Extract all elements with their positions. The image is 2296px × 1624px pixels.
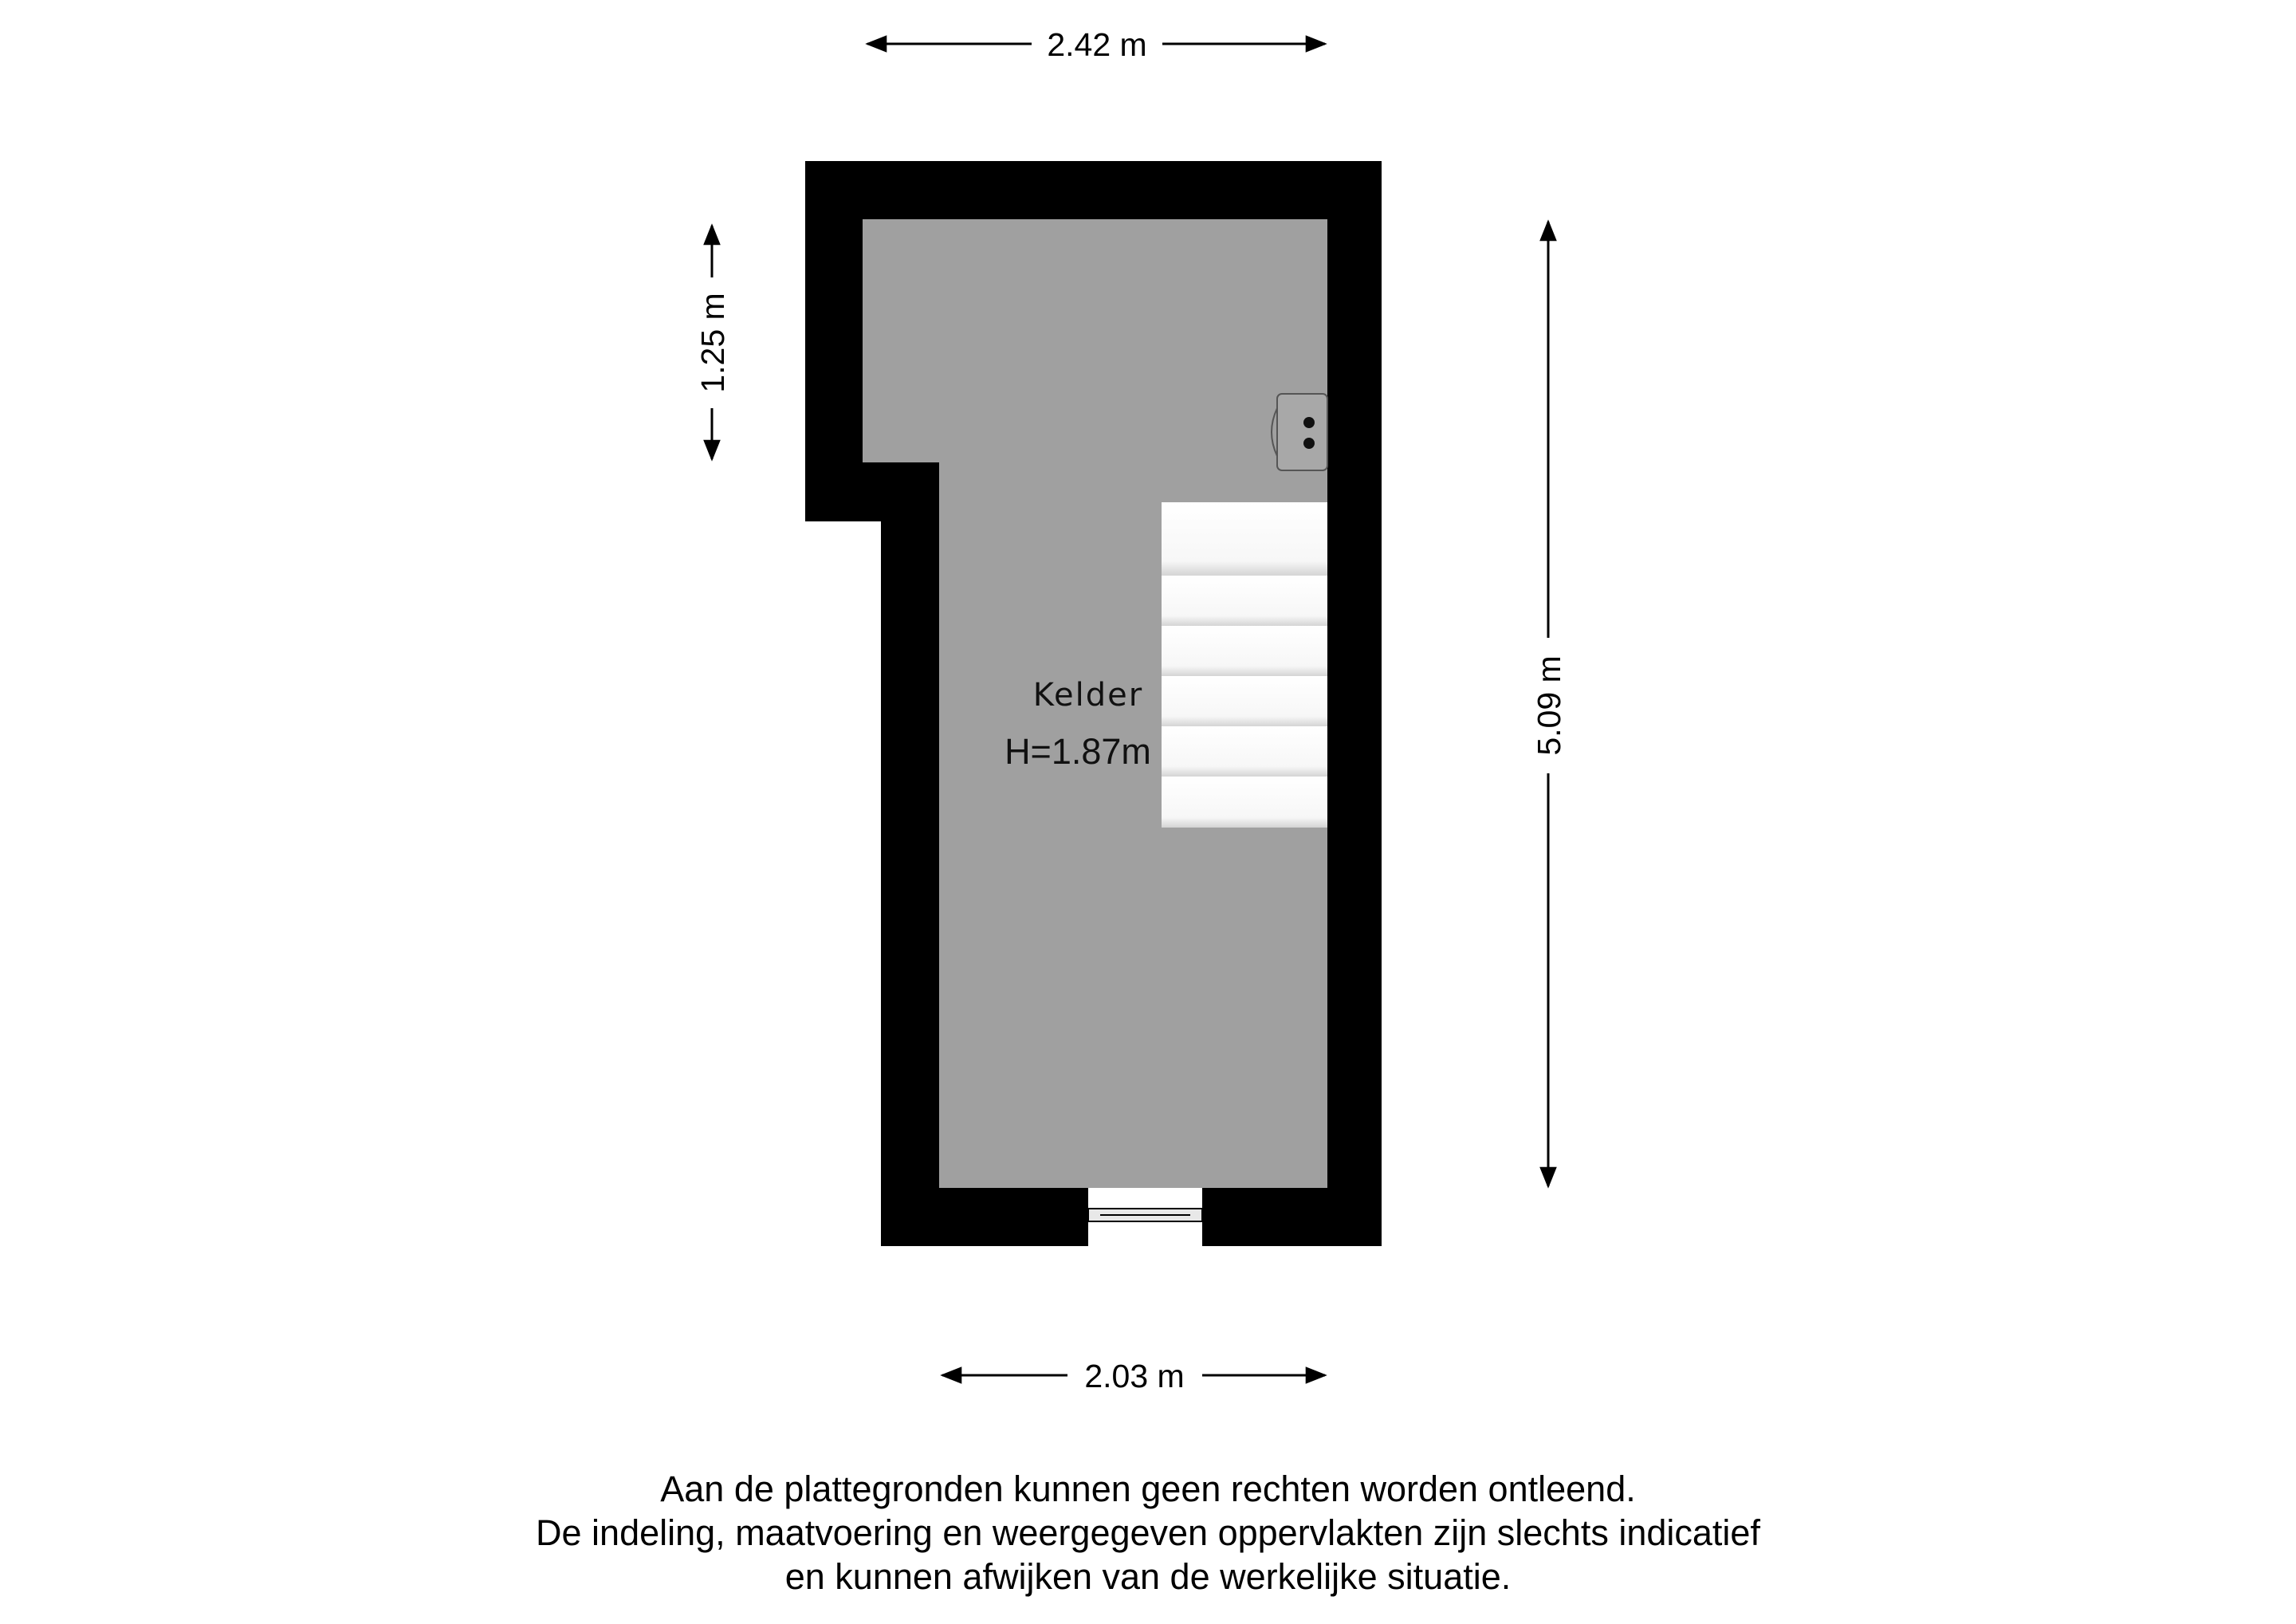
disclaimer	[0, 1467, 2296, 1598]
dimension-bottom-label: 2.03 m	[1084, 1358, 1185, 1394]
stair-step	[1162, 576, 1327, 626]
stair-step	[1162, 777, 1327, 828]
dimension-right-label: 5.09 m	[1531, 655, 1567, 756]
stairs	[1162, 502, 1327, 828]
disclaimer-line-2: De indeling, maatvoering en weergegeven oppervlakten zijn slechts indicatief	[536, 1512, 1760, 1553]
dimension-bottom	[942, 1358, 1325, 1394]
stair-step	[1162, 676, 1327, 726]
socket-icon	[1272, 394, 1327, 470]
window	[1088, 1188, 1202, 1246]
stair-step	[1162, 502, 1327, 576]
stair-step	[1162, 726, 1327, 777]
room-name: Kelder	[1032, 677, 1144, 714]
dimension-right	[1531, 222, 1567, 1186]
disclaimer-line-3: en kunnen afwijken van de werkelijke situatie.	[784, 1556, 1512, 1597]
dimension-left	[694, 226, 731, 459]
disclaimer-line-1: Aan de plattegronden kunnen geen rechten worden ontleend.	[660, 1469, 1636, 1509]
stair-step	[1162, 626, 1327, 676]
dimension-top	[867, 26, 1325, 63]
dimension-left-label: 1.25 m	[694, 293, 731, 393]
dimension-top-label: 2.42 m	[1047, 26, 1147, 63]
room-height: H=1.87m	[1005, 731, 1151, 772]
